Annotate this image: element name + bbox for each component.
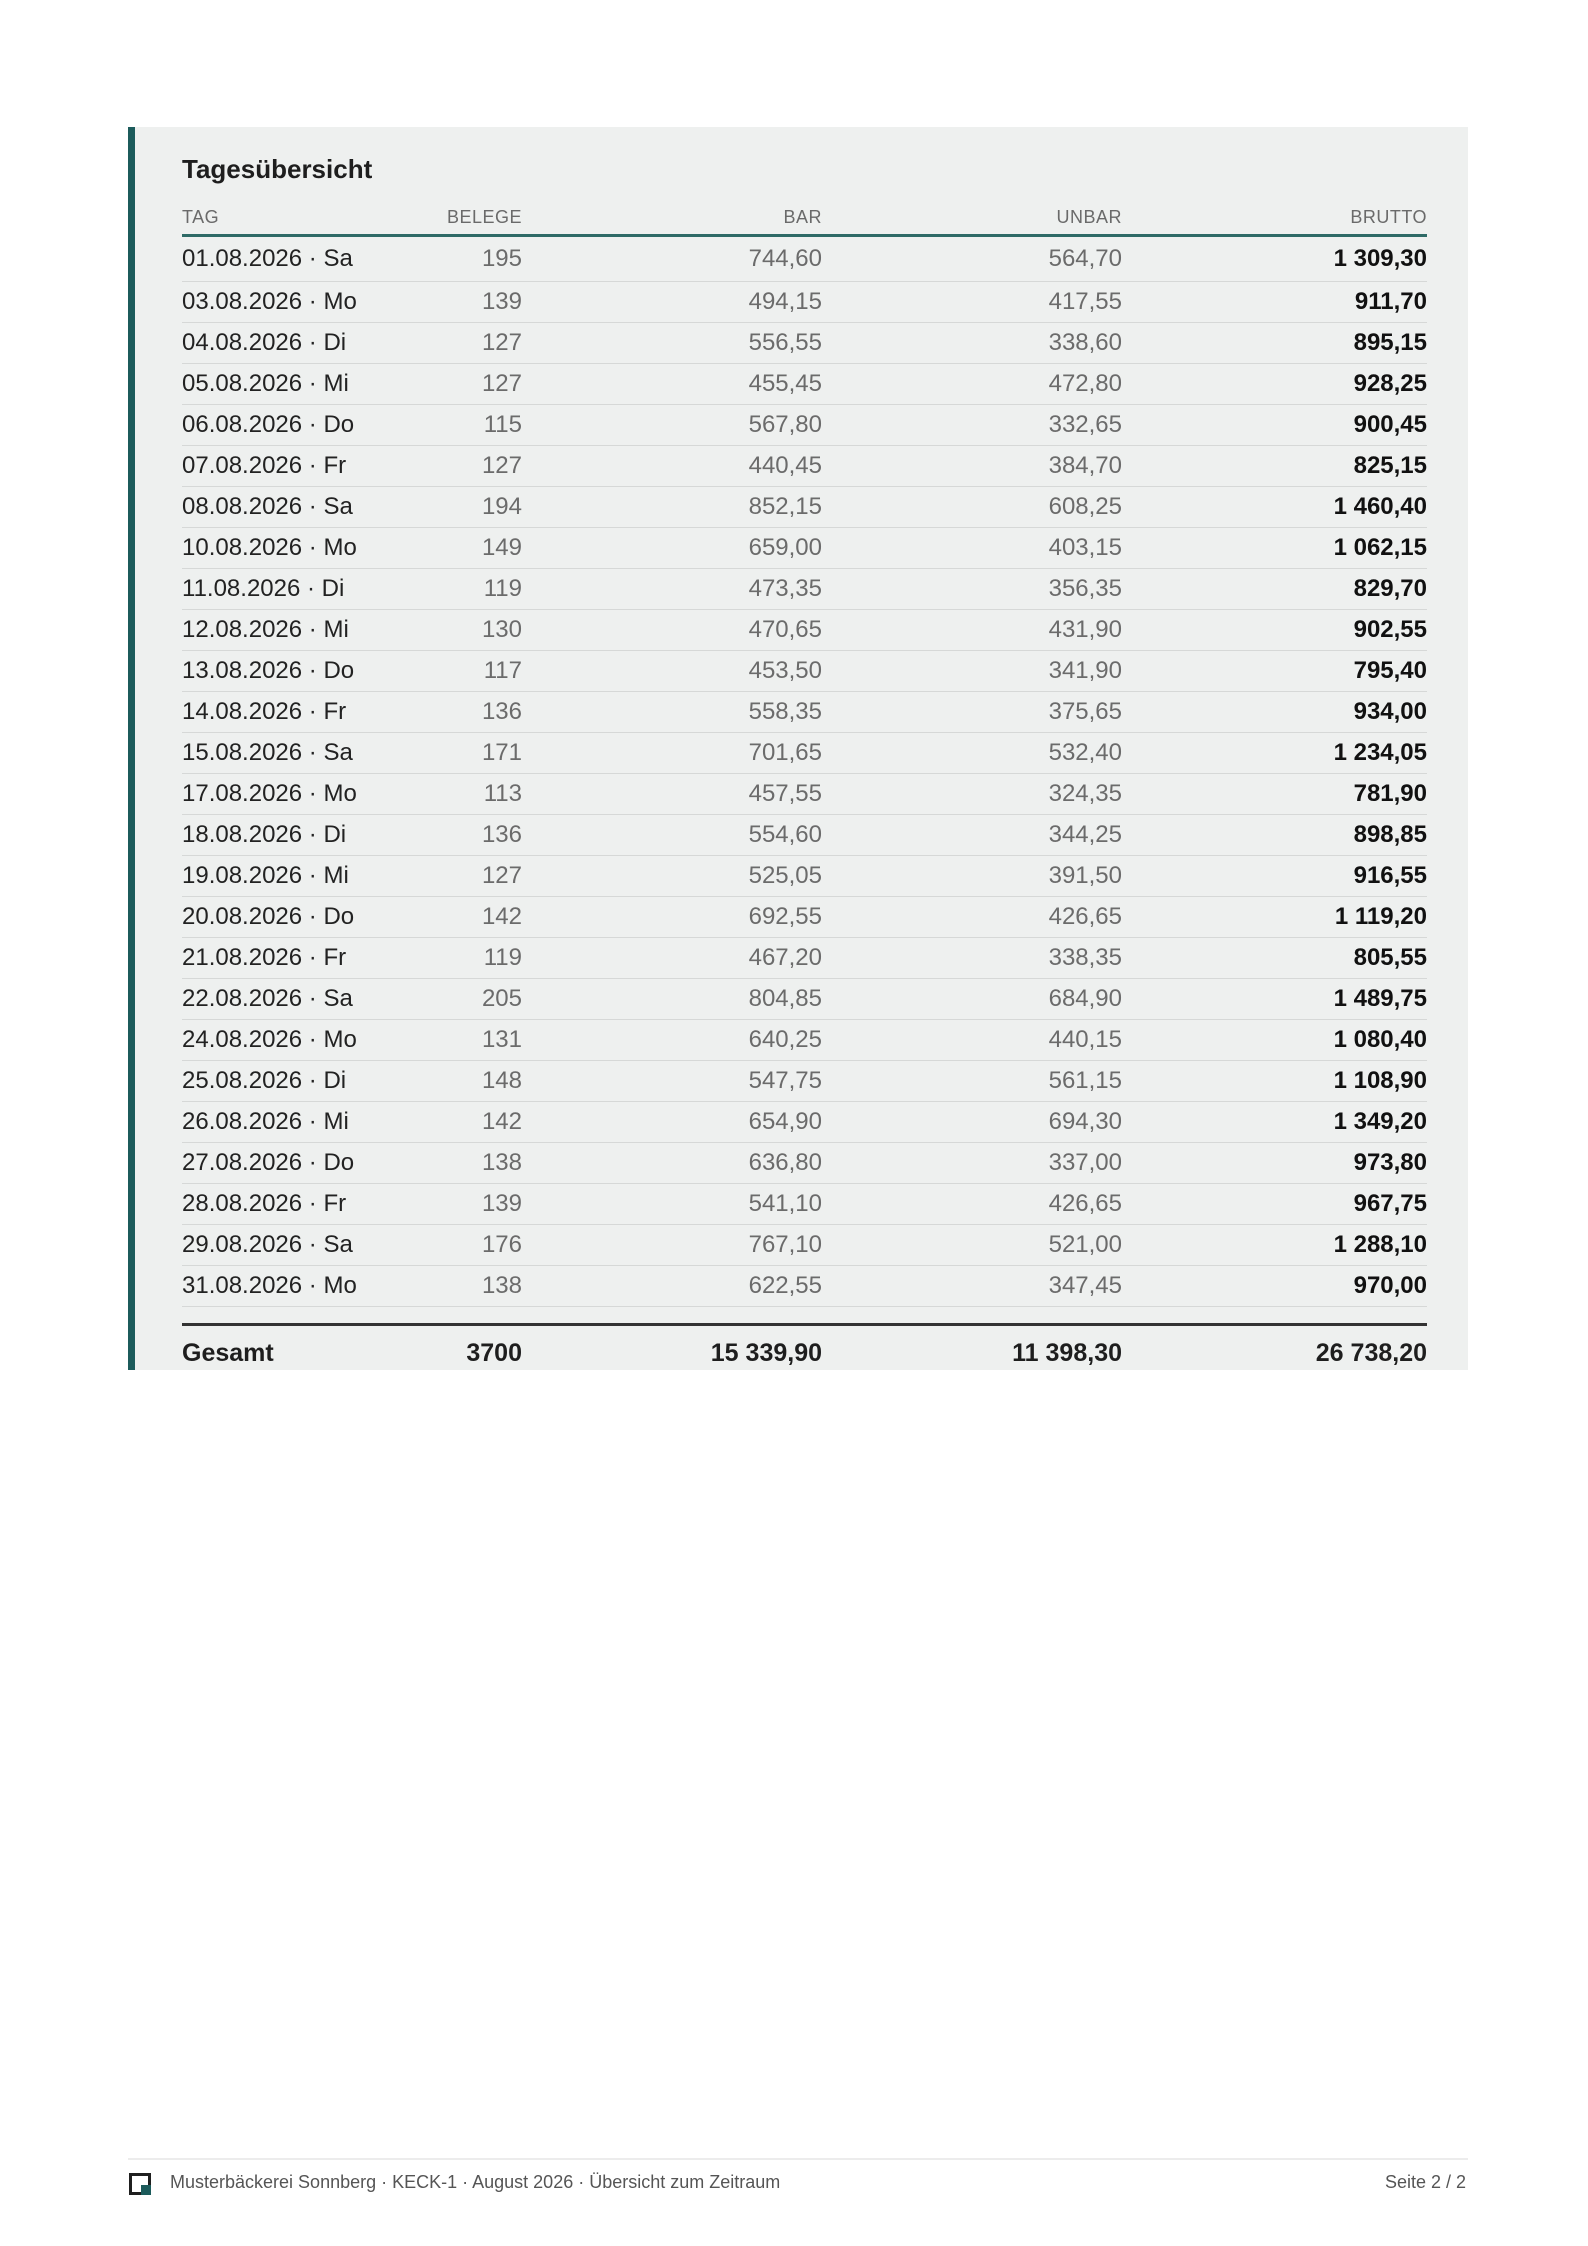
cell-unbar: 426,65 <box>822 1184 1122 1225</box>
cell-brutto: 1 309,30 <box>1122 236 1427 282</box>
page-number: Seite 2 / 2 <box>1384 2172 1466 2192</box>
cell-tag: 26.08.2026 · Mi <box>182 1102 382 1143</box>
table-row <box>182 364 1427 405</box>
cell-bar: 556,55 <box>522 323 822 364</box>
cell-bar: 852,15 <box>522 487 822 528</box>
cell-belege: 115 <box>382 405 522 446</box>
table-row <box>182 446 1427 487</box>
total-label: Gesamt <box>182 1339 274 1367</box>
cell-unbar: 356,35 <box>822 569 1122 610</box>
column-header-tag: TAG <box>182 201 382 236</box>
cell-brutto: 1 489,75 <box>1122 979 1427 1020</box>
cell-bar: 473,35 <box>522 569 822 610</box>
cell-belege: 194 <box>382 487 522 528</box>
table-row <box>182 1184 1427 1225</box>
cell-brutto: 781,90 <box>1122 774 1427 815</box>
cell-unbar: 384,70 <box>822 446 1122 487</box>
cell-brutto: 973,80 <box>1122 1143 1427 1184</box>
cell-belege: 119 <box>382 569 522 610</box>
cell-tag: 19.08.2026 · Mi <box>182 856 382 897</box>
cell-unbar: 375,65 <box>822 692 1122 733</box>
cell-tag: 29.08.2026 · Sa <box>182 1225 382 1266</box>
document-logo-icon <box>129 2173 151 2195</box>
table-row <box>182 692 1427 733</box>
cell-bar: 554,60 <box>522 815 822 856</box>
cell-tag: 06.08.2026 · Do <box>182 405 382 446</box>
table-row <box>182 236 1427 282</box>
cell-tag: 01.08.2026 · Sa <box>182 236 382 282</box>
table-row <box>182 815 1427 856</box>
table-row <box>182 1061 1427 1102</box>
cell-brutto: 1 119,20 <box>1122 897 1427 938</box>
table-row <box>182 610 1427 651</box>
table-row <box>182 1266 1427 1307</box>
total-unbar: 11 398,30 <box>1012 1339 1122 1367</box>
cell-unbar: 324,35 <box>822 774 1122 815</box>
cell-tag: 05.08.2026 · Mi <box>182 364 382 405</box>
cell-belege: 205 <box>382 979 522 1020</box>
daily-overview-table <box>182 201 1427 1381</box>
cell-unbar: 347,45 <box>822 1266 1122 1307</box>
cell-tag: 24.08.2026 · Mo <box>182 1020 382 1061</box>
cell-brutto: 1 234,05 <box>1122 733 1427 774</box>
table-row <box>182 528 1427 569</box>
cell-bar: 804,85 <box>522 979 822 1020</box>
cell-brutto: 898,85 <box>1122 815 1427 856</box>
cell-bar: 567,80 <box>522 405 822 446</box>
cell-brutto: 1 062,15 <box>1122 528 1427 569</box>
footer-text: Musterbäckerei Sonnberg · KECK-1 · August 2026 · Übersicht zum Zeitraum <box>170 2172 781 2192</box>
cell-bar: 547,75 <box>522 1061 822 1102</box>
cell-belege: 136 <box>382 815 522 856</box>
cell-brutto: 805,55 <box>1122 938 1427 979</box>
cell-belege: 113 <box>382 774 522 815</box>
cell-brutto: 1 288,10 <box>1122 1225 1427 1266</box>
cell-brutto: 970,00 <box>1122 1266 1427 1307</box>
cell-bar: 654,90 <box>522 1102 822 1143</box>
cell-belege: 117 <box>382 651 522 692</box>
cell-bar: 636,80 <box>522 1143 822 1184</box>
table-row <box>182 1143 1427 1184</box>
cell-belege: 142 <box>382 897 522 938</box>
table-header-row <box>182 201 1427 236</box>
table-row <box>182 897 1427 938</box>
cell-belege: 127 <box>382 856 522 897</box>
cell-tag: 20.08.2026 · Do <box>182 897 382 938</box>
cell-belege: 136 <box>382 692 522 733</box>
total-separator <box>182 1307 1427 1325</box>
cell-belege: 171 <box>382 733 522 774</box>
cell-tag: 18.08.2026 · Di <box>182 815 382 856</box>
cell-unbar: 332,65 <box>822 405 1122 446</box>
cell-unbar: 684,90 <box>822 979 1122 1020</box>
cell-brutto: 1 080,40 <box>1122 1020 1427 1061</box>
cell-brutto: 928,25 <box>1122 364 1427 405</box>
table-row <box>182 651 1427 692</box>
cell-unbar: 426,65 <box>822 897 1122 938</box>
table-row <box>182 569 1427 610</box>
cell-unbar: 417,55 <box>822 282 1122 323</box>
cell-bar: 767,10 <box>522 1225 822 1266</box>
cell-belege: 139 <box>382 1184 522 1225</box>
cell-belege: 127 <box>382 446 522 487</box>
cell-brutto: 916,55 <box>1122 856 1427 897</box>
cell-belege: 138 <box>382 1266 522 1307</box>
cell-unbar: 694,30 <box>822 1102 1122 1143</box>
cell-belege: 149 <box>382 528 522 569</box>
cell-tag: 22.08.2026 · Sa <box>182 979 382 1020</box>
cell-bar: 457,55 <box>522 774 822 815</box>
cell-unbar: 608,25 <box>822 487 1122 528</box>
table-row <box>182 282 1427 323</box>
cell-brutto: 911,70 <box>1122 282 1427 323</box>
table-row <box>182 979 1427 1020</box>
cell-belege: 148 <box>382 1061 522 1102</box>
cell-brutto: 934,00 <box>1122 692 1427 733</box>
cell-unbar: 521,00 <box>822 1225 1122 1266</box>
table-row <box>182 856 1427 897</box>
cell-bar: 622,55 <box>522 1266 822 1307</box>
cell-bar: 455,45 <box>522 364 822 405</box>
cell-bar: 659,00 <box>522 528 822 569</box>
cell-unbar: 440,15 <box>822 1020 1122 1061</box>
table-row <box>182 1020 1427 1061</box>
cell-unbar: 337,00 <box>822 1143 1122 1184</box>
cell-unbar: 403,15 <box>822 528 1122 569</box>
cell-brutto: 795,40 <box>1122 651 1427 692</box>
cell-bar: 692,55 <box>522 897 822 938</box>
cell-brutto: 967,75 <box>1122 1184 1427 1225</box>
column-header-brutto: BRUTTO <box>1122 201 1427 236</box>
cell-unbar: 561,15 <box>822 1061 1122 1102</box>
cell-belege: 176 <box>382 1225 522 1266</box>
cell-unbar: 472,80 <box>822 364 1122 405</box>
cell-unbar: 564,70 <box>822 236 1122 282</box>
column-header-bar: BAR <box>522 201 822 236</box>
table-row <box>182 1225 1427 1266</box>
table-row <box>182 323 1427 364</box>
cell-belege: 127 <box>382 364 522 405</box>
cell-tag: 15.08.2026 · Sa <box>182 733 382 774</box>
cell-bar: 744,60 <box>522 236 822 282</box>
table-row <box>182 733 1427 774</box>
table-row <box>182 1102 1427 1143</box>
footer-divider <box>128 2158 1468 2160</box>
cell-tag: 08.08.2026 · Sa <box>182 487 382 528</box>
table-row <box>182 405 1427 446</box>
column-header-unbar: UNBAR <box>822 201 1122 236</box>
cell-belege: 131 <box>382 1020 522 1061</box>
cell-tag: 11.08.2026 · Di <box>182 569 382 610</box>
total-bar: 15 339,90 <box>710 1339 822 1367</box>
cell-tag: 21.08.2026 · Fr <box>182 938 382 979</box>
table-row <box>182 938 1427 979</box>
cell-bar: 640,25 <box>522 1020 822 1061</box>
daily-overview-panel <box>128 127 1468 1370</box>
cell-brutto: 902,55 <box>1122 610 1427 651</box>
cell-bar: 541,10 <box>522 1184 822 1225</box>
cell-tag: 31.08.2026 · Mo <box>182 1266 382 1307</box>
cell-brutto: 1 108,90 <box>1122 1061 1427 1102</box>
cell-unbar: 391,50 <box>822 856 1122 897</box>
total-brutto: 26 738,20 <box>1315 1339 1427 1367</box>
cell-tag: 25.08.2026 · Di <box>182 1061 382 1102</box>
cell-bar: 701,65 <box>522 733 822 774</box>
cell-tag: 27.08.2026 · Do <box>182 1143 382 1184</box>
cell-brutto: 1 349,20 <box>1122 1102 1427 1143</box>
cell-tag: 07.08.2026 · Fr <box>182 446 382 487</box>
cell-unbar: 431,90 <box>822 610 1122 651</box>
cell-bar: 440,45 <box>522 446 822 487</box>
cell-unbar: 338,60 <box>822 323 1122 364</box>
cell-bar: 525,05 <box>522 856 822 897</box>
cell-belege: 139 <box>382 282 522 323</box>
cell-unbar: 532,40 <box>822 733 1122 774</box>
cell-brutto: 895,15 <box>1122 323 1427 364</box>
total-row <box>182 1325 1427 1382</box>
cell-tag: 03.08.2026 · Mo <box>182 282 382 323</box>
cell-tag: 17.08.2026 · Mo <box>182 774 382 815</box>
table-body <box>182 236 1427 1307</box>
cell-unbar: 338,35 <box>822 938 1122 979</box>
table-row <box>182 774 1427 815</box>
cell-belege: 130 <box>382 610 522 651</box>
cell-belege: 138 <box>382 1143 522 1184</box>
table-row <box>182 487 1427 528</box>
cell-brutto: 900,45 <box>1122 405 1427 446</box>
cell-tag: 10.08.2026 · Mo <box>182 528 382 569</box>
cell-tag: 04.08.2026 · Di <box>182 323 382 364</box>
cell-belege: 195 <box>382 236 522 282</box>
total-belege: 3700 <box>466 1339 522 1367</box>
cell-belege: 127 <box>382 323 522 364</box>
column-header-belege: BELEGE <box>382 201 522 236</box>
cell-tag: 13.08.2026 · Do <box>182 651 382 692</box>
cell-tag: 12.08.2026 · Mi <box>182 610 382 651</box>
cell-bar: 467,20 <box>522 938 822 979</box>
cell-bar: 453,50 <box>522 651 822 692</box>
cell-brutto: 829,70 <box>1122 569 1427 610</box>
cell-belege: 119 <box>382 938 522 979</box>
cell-brutto: 825,15 <box>1122 446 1427 487</box>
cell-belege: 142 <box>382 1102 522 1143</box>
cell-bar: 470,65 <box>522 610 822 651</box>
cell-tag: 14.08.2026 · Fr <box>182 692 382 733</box>
cell-tag: 28.08.2026 · Fr <box>182 1184 382 1225</box>
cell-bar: 494,15 <box>522 282 822 323</box>
cell-unbar: 344,25 <box>822 815 1122 856</box>
cell-brutto: 1 460,40 <box>1122 487 1427 528</box>
cell-bar: 558,35 <box>522 692 822 733</box>
cell-unbar: 341,90 <box>822 651 1122 692</box>
section-title: Tagesübersicht <box>182 154 373 184</box>
